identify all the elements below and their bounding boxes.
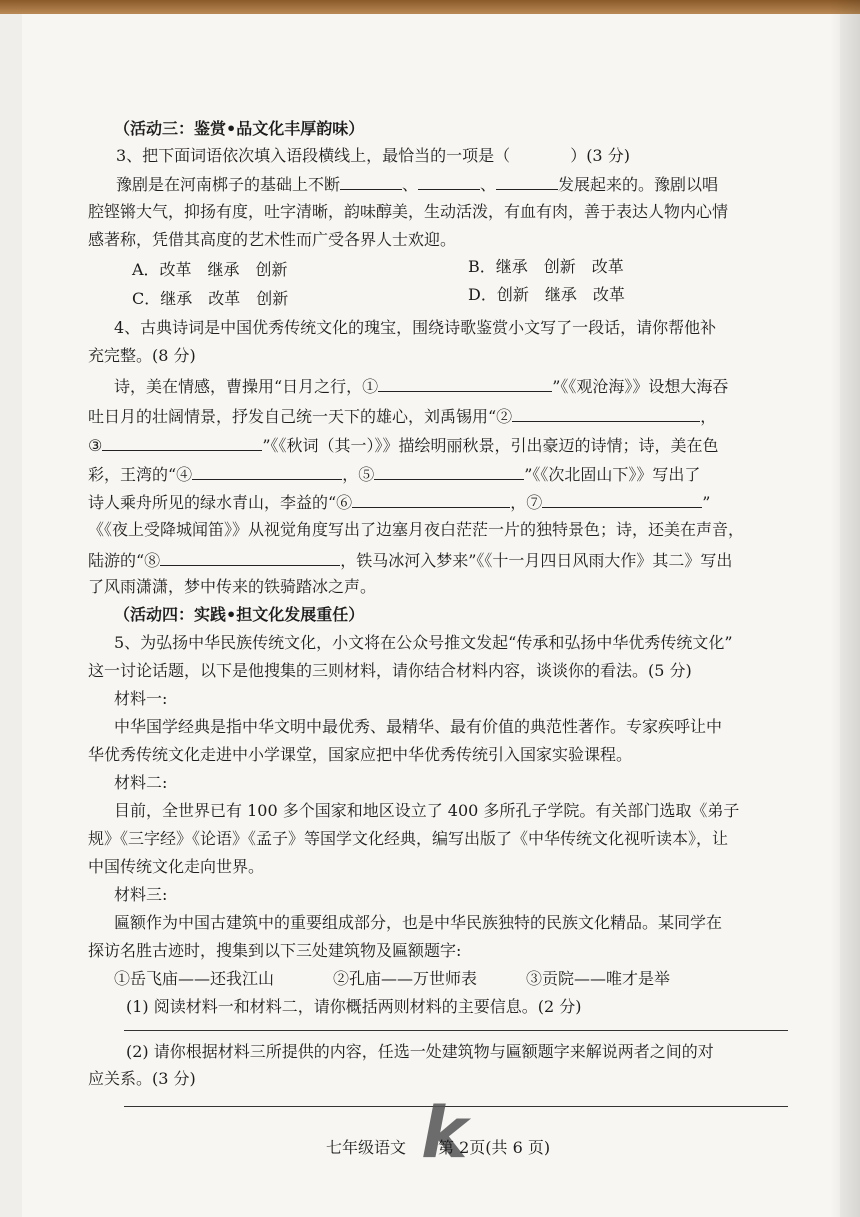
q3-passage-text: 发展起来的。豫剧以唱 xyxy=(558,175,719,194)
q3-stem-text: 3、把下面词语依次填入语段横线上，最恰当的一项是（ xyxy=(116,146,511,165)
scan-shadow xyxy=(830,0,860,1217)
q4-line5 xyxy=(88,490,710,514)
q4-line8: 了风雨潇潇，梦中传来的铁骑踏冰之声。 xyxy=(88,577,377,596)
q4-text: 吐日月的壮阔情景，抒发自己统一天下的雄心，刘禹锡用“② xyxy=(88,407,513,426)
q4-line1 xyxy=(114,374,728,398)
q4-text: 陆游的“⑧ xyxy=(88,551,161,570)
material3-label: 材料三: xyxy=(114,885,168,904)
q4-blank-6[interactable] xyxy=(352,490,510,508)
q5-sub1: (1) 阅读材料一和材料二，请你概括两则材料的主要信息。(2 分) xyxy=(126,997,582,1016)
q4-blank-3[interactable] xyxy=(102,433,262,451)
material3-item-1: ①岳飞庙——还我江山 xyxy=(114,969,275,988)
q4-line4 xyxy=(88,462,700,486)
q3-blank-2[interactable] xyxy=(418,172,480,190)
q4-stem-line2: 充完整。(8 分) xyxy=(88,346,196,365)
material2-line2: 规》《三字经》《论语》《孟子》等国学文化经典，编写出版了《中华传统文化视听读本》，让 xyxy=(88,829,729,848)
material2-line3: 中国传统文化走向世界。 xyxy=(88,857,265,876)
q4-blank-4[interactable] xyxy=(192,462,342,480)
q3-option-c[interactable]: C．继承 改革 创新 xyxy=(132,289,289,308)
q3-blank-1[interactable] xyxy=(340,172,402,190)
q3-passage-text: 豫剧是在河南梆子的基础上不断 xyxy=(116,175,341,194)
q3-option-b[interactable]: B．继承 创新 改革 xyxy=(468,257,624,276)
q3-passage-line1 xyxy=(116,172,718,196)
q4-text: ，⑦ xyxy=(510,493,543,512)
q4-line6: 《《夜上受降城闻笛》》从视觉角度写出了边塞月夜白茫茫一片的独特景色；诗，还美在声音， xyxy=(88,520,745,539)
q4-blank-5[interactable] xyxy=(374,462,524,480)
q4-text: ”《《观沧海》》设想大海吞 xyxy=(552,377,729,396)
footer-page-number: 第 2页(共 6 页) xyxy=(438,1138,551,1157)
q4-text: ”《《次北固山下》》写出了 xyxy=(524,465,701,484)
q3-stem xyxy=(116,145,630,167)
material1-label: 材料一: xyxy=(114,689,168,708)
scan-top-edge xyxy=(0,0,860,14)
q4-text: 彩，王湾的“④ xyxy=(88,465,193,484)
q4-line2 xyxy=(88,404,716,428)
q3-passage-line2: 腔铿锵大气，抑扬有度，吐字清晰，韵味醇美，生动活泼，有血有肉，善于表达人物内心情 xyxy=(88,202,729,221)
q4-blank-1[interactable] xyxy=(378,374,552,392)
q5-sub2-line1: (2) 请你根据材料三所提供的内容，任选一处建筑物与匾额题字来解说两者之间的对 xyxy=(126,1042,714,1061)
material1-line1: 中华国学经典是指中华文明中最优秀、最精华、最有价值的典范性著作。专家疾呼让中 xyxy=(114,717,723,736)
q3-option-a[interactable]: A．改革 继承 创新 xyxy=(132,260,288,279)
q4-line7 xyxy=(88,548,732,572)
material3-item-3: ③贡院——唯才是举 xyxy=(526,969,671,988)
watermark-logo: k xyxy=(421,1092,468,1174)
q3-sep: 、 xyxy=(402,175,419,194)
q5-stem-line1: 5、为弘扬中华民族传统文化，小文将在公众号推文发起“传承和弘扬中华优秀传统文化” xyxy=(114,633,733,652)
q3-blank-3[interactable] xyxy=(496,172,558,190)
q3-sep: 、 xyxy=(480,175,497,194)
footer-subject: 七年级语文 xyxy=(326,1138,407,1157)
q4-blank-8[interactable] xyxy=(160,548,340,566)
material3-line2: 探访名胜古迹时，搜集到以下三处建筑物及匾额题字: xyxy=(88,941,462,960)
q5-sub1-answer-line[interactable] xyxy=(124,1030,788,1031)
activity4-title: （活动四：实践•担文化发展重任） xyxy=(114,605,365,624)
q4-text: ③ xyxy=(88,436,103,455)
q4-text: ， xyxy=(700,407,717,426)
q4-blank-7[interactable] xyxy=(542,490,702,508)
q3-option-d[interactable]: D．创新 继承 改革 xyxy=(468,285,625,304)
material2-line1: 目前，全世界已有 100 多个国家和地区设立了 400 多所孔子学院。有关部门选取《弟子 xyxy=(114,801,740,820)
activity3-title: （活动三：鉴赏•品文化丰厚韵味） xyxy=(114,119,365,138)
q3-passage-line3: 感著称，凭借其高度的艺术性而广受各界人士欢迎。 xyxy=(88,230,457,249)
q4-text: 诗，美在情感，曹操用“日月之行，① xyxy=(114,377,379,396)
q4-text: 诗人乘舟所见的绿水青山，李益的“⑥ xyxy=(88,493,353,512)
q4-text: ”《《秋词（其一）》》描绘明丽秋景，引出豪迈的诗情；诗，美在色 xyxy=(262,436,719,455)
q5-stem-line2: 这一讨论话题，以下是他搜集的三则材料，请你结合材料内容，谈谈你的看法。(5 分) xyxy=(88,661,692,680)
q5-sub2-line2: 应关系。(3 分) xyxy=(88,1069,196,1088)
q3-stem-points: ）(3 分) xyxy=(570,146,630,165)
q4-stem-line1: 4、古典诗词是中国优秀传统文化的瑰宝，围绕诗歌鉴赏小文写了一段话，请你帮他补 xyxy=(114,318,717,337)
q4-line3 xyxy=(88,433,719,457)
material3-item-2: ②孔庙——万世师表 xyxy=(333,969,478,988)
material2-label: 材料二: xyxy=(114,773,168,792)
q4-text: ” xyxy=(702,493,711,512)
q4-blank-2[interactable] xyxy=(512,404,700,422)
q4-text: ，铁马冰河入梦来”《《十一月四日风雨大作》其二》写出 xyxy=(340,551,733,570)
material3-line1: 匾额作为中国古建筑中的重要组成部分，也是中华民族独特的民族文化精品。某同学在 xyxy=(114,913,723,932)
material1-line2: 华优秀传统文化走进中小学课堂，国家应把中华优秀传统引入国家实验课程。 xyxy=(88,745,633,764)
q4-text: ，⑤ xyxy=(342,465,375,484)
